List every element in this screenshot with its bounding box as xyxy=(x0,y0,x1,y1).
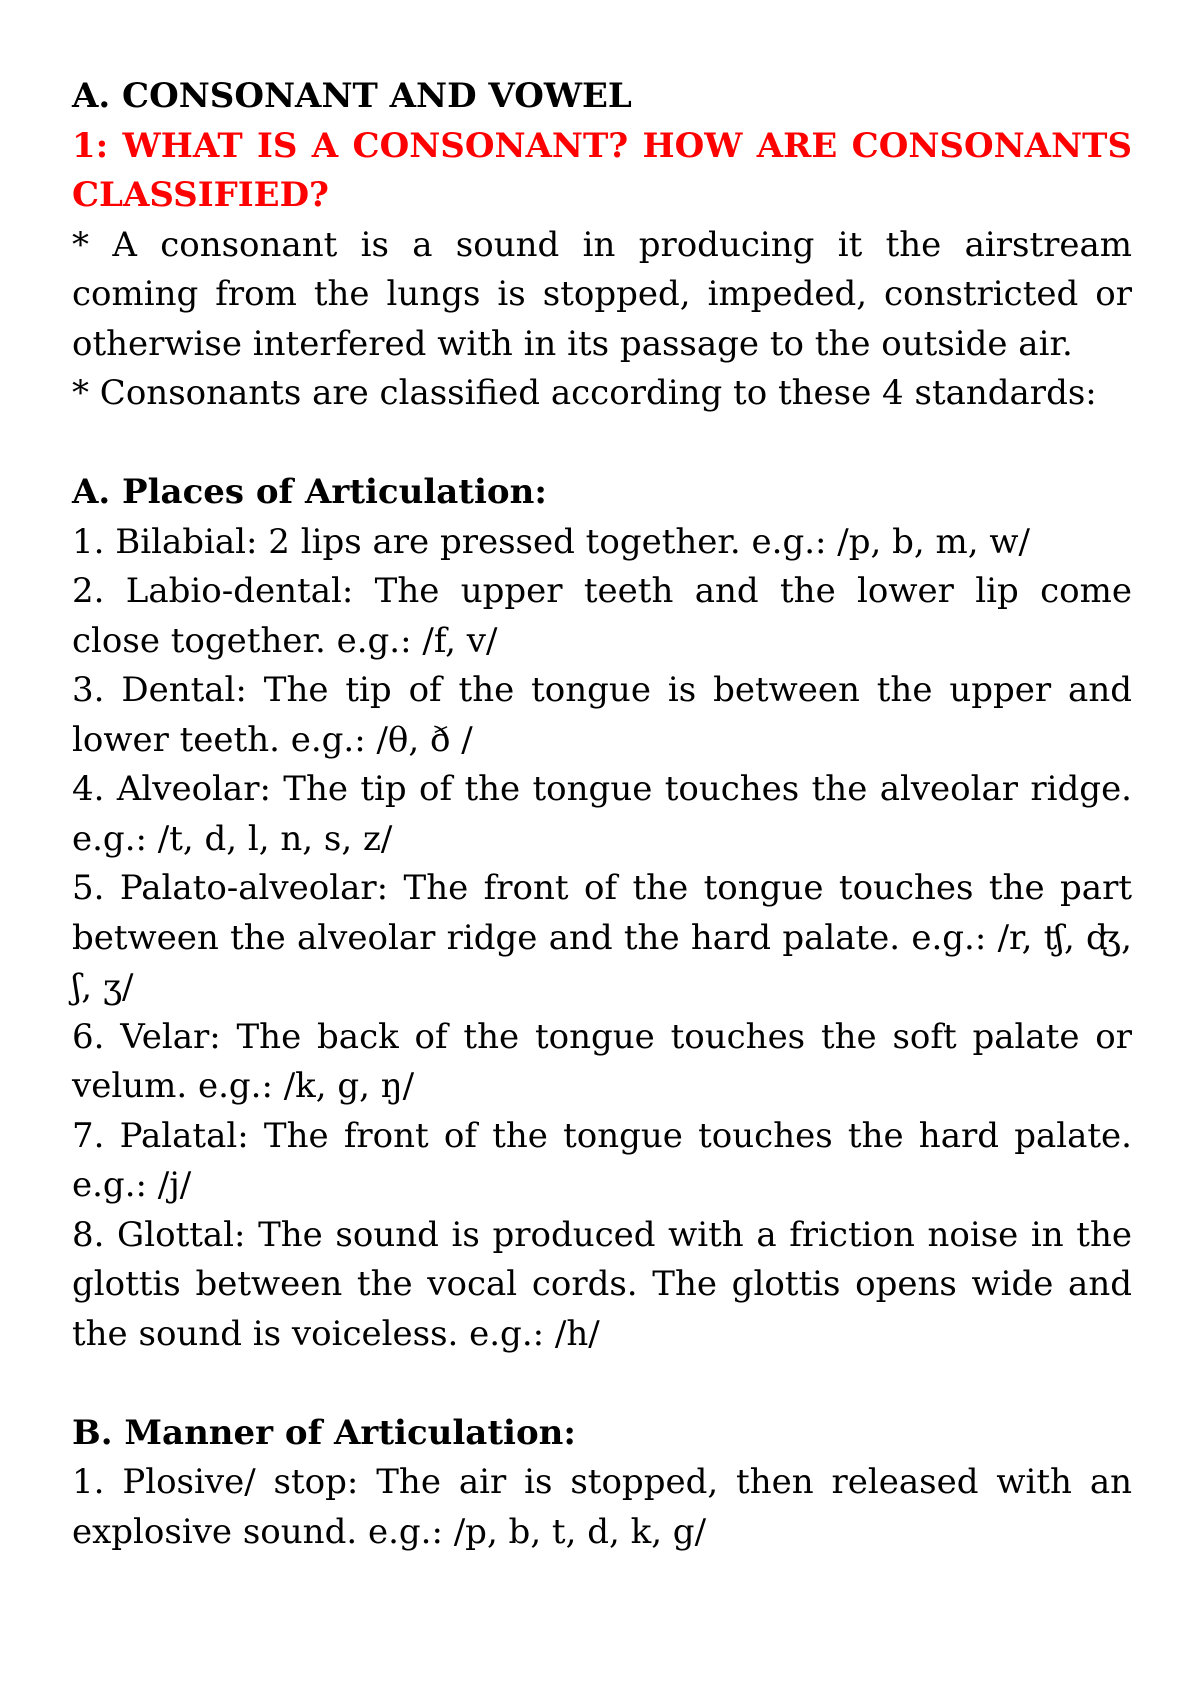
place-item-palatal: 7. Palatal: The front of the tongue touches the hard palate. e.g.: /j/ xyxy=(72,1115,1132,1205)
place-item-labio-dental: 2. Labio-dental: The upper teeth and the lower lip come close together. e.g.: /f, v/ xyxy=(72,571,1132,661)
place-item-glottal: 8. Glottal: The sound is produced with a friction noise in the glottis between the vocal cords. The glottis opens wide and the sound is voiceless. e.g.: /h/ xyxy=(72,1214,1132,1354)
manner-of-articulation-heading: B. Manner of Articulation: xyxy=(72,1412,576,1453)
place-item-palato-alveolar: 5. Palato-alveolar: The front of the tongue touches the part between the alveolar ridge and the hard palate. e.g.: /r, ʧ, ʤ, ʃ, ʒ/ xyxy=(72,868,1132,1007)
manner-item-plosive: 1. Plosive/ stop: The air is stopped, then released with an explosive sound. e.g.: /p, b, t, d, k, g/ xyxy=(72,1462,1132,1552)
question-heading: 1: WHAT IS A CONSONANT? HOW ARE CONSONANTS CLASSIFIED? xyxy=(72,125,1132,215)
place-item-alveolar: 4. Alveolar: The tip of the tongue touches the alveolar ridge. e.g.: /t, d, l, n, s, z/ xyxy=(72,769,1132,859)
consonant-definition: * A consonant is a sound in producing it the airstream coming from the lungs is stopped, impeded, constricted or otherwise interfered with in its passage to the outside air. xyxy=(72,224,1132,364)
place-item-bilabial: 1. Bilabial: 2 lips are pressed together. e.g.: /p, b, m, w/ xyxy=(72,521,1030,562)
document-title: A. CONSONANT AND VOWEL xyxy=(72,76,632,116)
document-page xyxy=(72,72,1132,1557)
places-of-articulation-heading: A. Places of Articulation: xyxy=(72,472,547,512)
place-item-dental: 3. Dental: The tip of the tongue is between the upper and lower teeth. e.g.: /θ, ð / xyxy=(72,670,1132,760)
place-item-velar: 6. Velar: The back of the tongue touches the soft palate or velum. e.g.: /k, g, ŋ/ xyxy=(72,1016,1132,1106)
classification-intro: * Consonants are classified according to these 4 standards: xyxy=(72,373,1097,413)
